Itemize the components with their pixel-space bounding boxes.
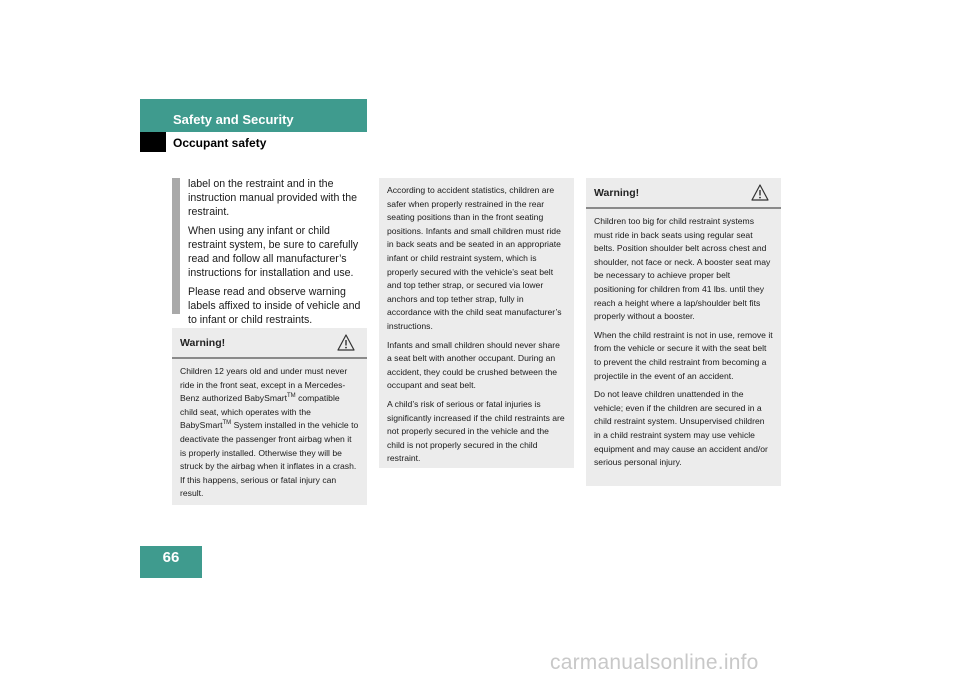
warning-box-header	[172, 328, 367, 359]
info-paragraph: Infants and small children should never share a seat belt with another occupant. During an accident, they could be crushed between the occupant and seat belt.	[387, 339, 560, 391]
intro-paragraph: When using any infant or child restraint system, be sure to carefully read and follow all manufacturer’s instructions for installation and use.	[188, 225, 359, 279]
warning-triangle-icon	[751, 184, 769, 201]
warning-box-header	[586, 178, 781, 209]
trademark-mark: TM	[222, 420, 232, 427]
info-paragraph: According to accident statistics, children are safer when properly restrained in the rear seating positions than in the front seating positions. Infants and small children must ride in back seats and be seated in an appropriate infant or child restraint system, which is properly secured with the vehicle’s seat belt and top tether strap, or secured via lower anchors and top tether strap, fully in accordance with the child seat manufacturer’s instructions.	[387, 185, 562, 331]
warning-label: Warning!	[180, 337, 226, 349]
warning-text-part: Children 12 years old and under must never ride in the front seat, except in a Mercedes-Benz authorized BabySmart	[180, 366, 348, 404]
warning-box-booster	[586, 178, 781, 486]
trademark-mark: TM	[287, 393, 296, 400]
section-title: Safety and Security	[173, 112, 294, 127]
intro-text	[188, 177, 370, 332]
info-paragraph: A child’s risk of serious or fatal injuries is significantly increased if the child restraints are not properly secured in the vehicle and the child is not properly secured in the child restraint.	[387, 398, 565, 464]
warning-triangle-icon	[337, 334, 355, 351]
warning-box-text	[172, 359, 367, 509]
info-box-text	[379, 178, 574, 474]
warning-text-part: System installed in the vehicle to deactivate the passenger front airbag when it is properly installed. Otherwise they will be struck by the airbag when it inflates in a crash. If this happens, serious or fatal injury can result.	[180, 420, 359, 499]
warning-text-part: compatible child seat, which operates with the BabySmart	[180, 393, 340, 431]
info-box-child-safety	[379, 178, 574, 468]
warning-box-front-seat	[172, 328, 367, 505]
intro-paragraph: Please read and observe warning labels affixed to inside of vehicle and to infant or child restraints.	[188, 286, 361, 326]
warning-paragraph: Do not leave children unattended in the vehicle; even if the children are secured in a child restraint system. Unsupervised children in a child restraint system may use vehicle equipment and may cause an accident and/or serious personal injury.	[594, 389, 768, 468]
warning-paragraph	[180, 365, 359, 501]
subsection-title: Occupant safety	[173, 136, 267, 150]
warning-paragraph: When the child restraint is not in use, remove it from the vehicle or secure it with the seat belt to prevent the child restraint from becoming a projectile in the event of an accident.	[594, 329, 773, 381]
intro-paragraph: label on the restraint and in the instruction manual provided with the restraint.	[188, 178, 358, 218]
intro-side-bar	[172, 178, 180, 314]
warning-paragraph: Children too big for child restraint systems must ride in back seats using regular seat belts. Position shoulder belt across chest and shoulder, not face or neck. A booster seat may be necessary to achieve proper belt positioning for children from 41 lbs. until they reach a height where a lap/shoulder belt fits properly without a booster.	[594, 216, 771, 322]
subheader-marker	[140, 132, 166, 152]
warning-box-text	[586, 209, 781, 478]
warning-label: Warning!	[594, 187, 640, 199]
page-number: 66	[162, 549, 180, 566]
watermark: carmanualsonline.info	[550, 651, 759, 674]
